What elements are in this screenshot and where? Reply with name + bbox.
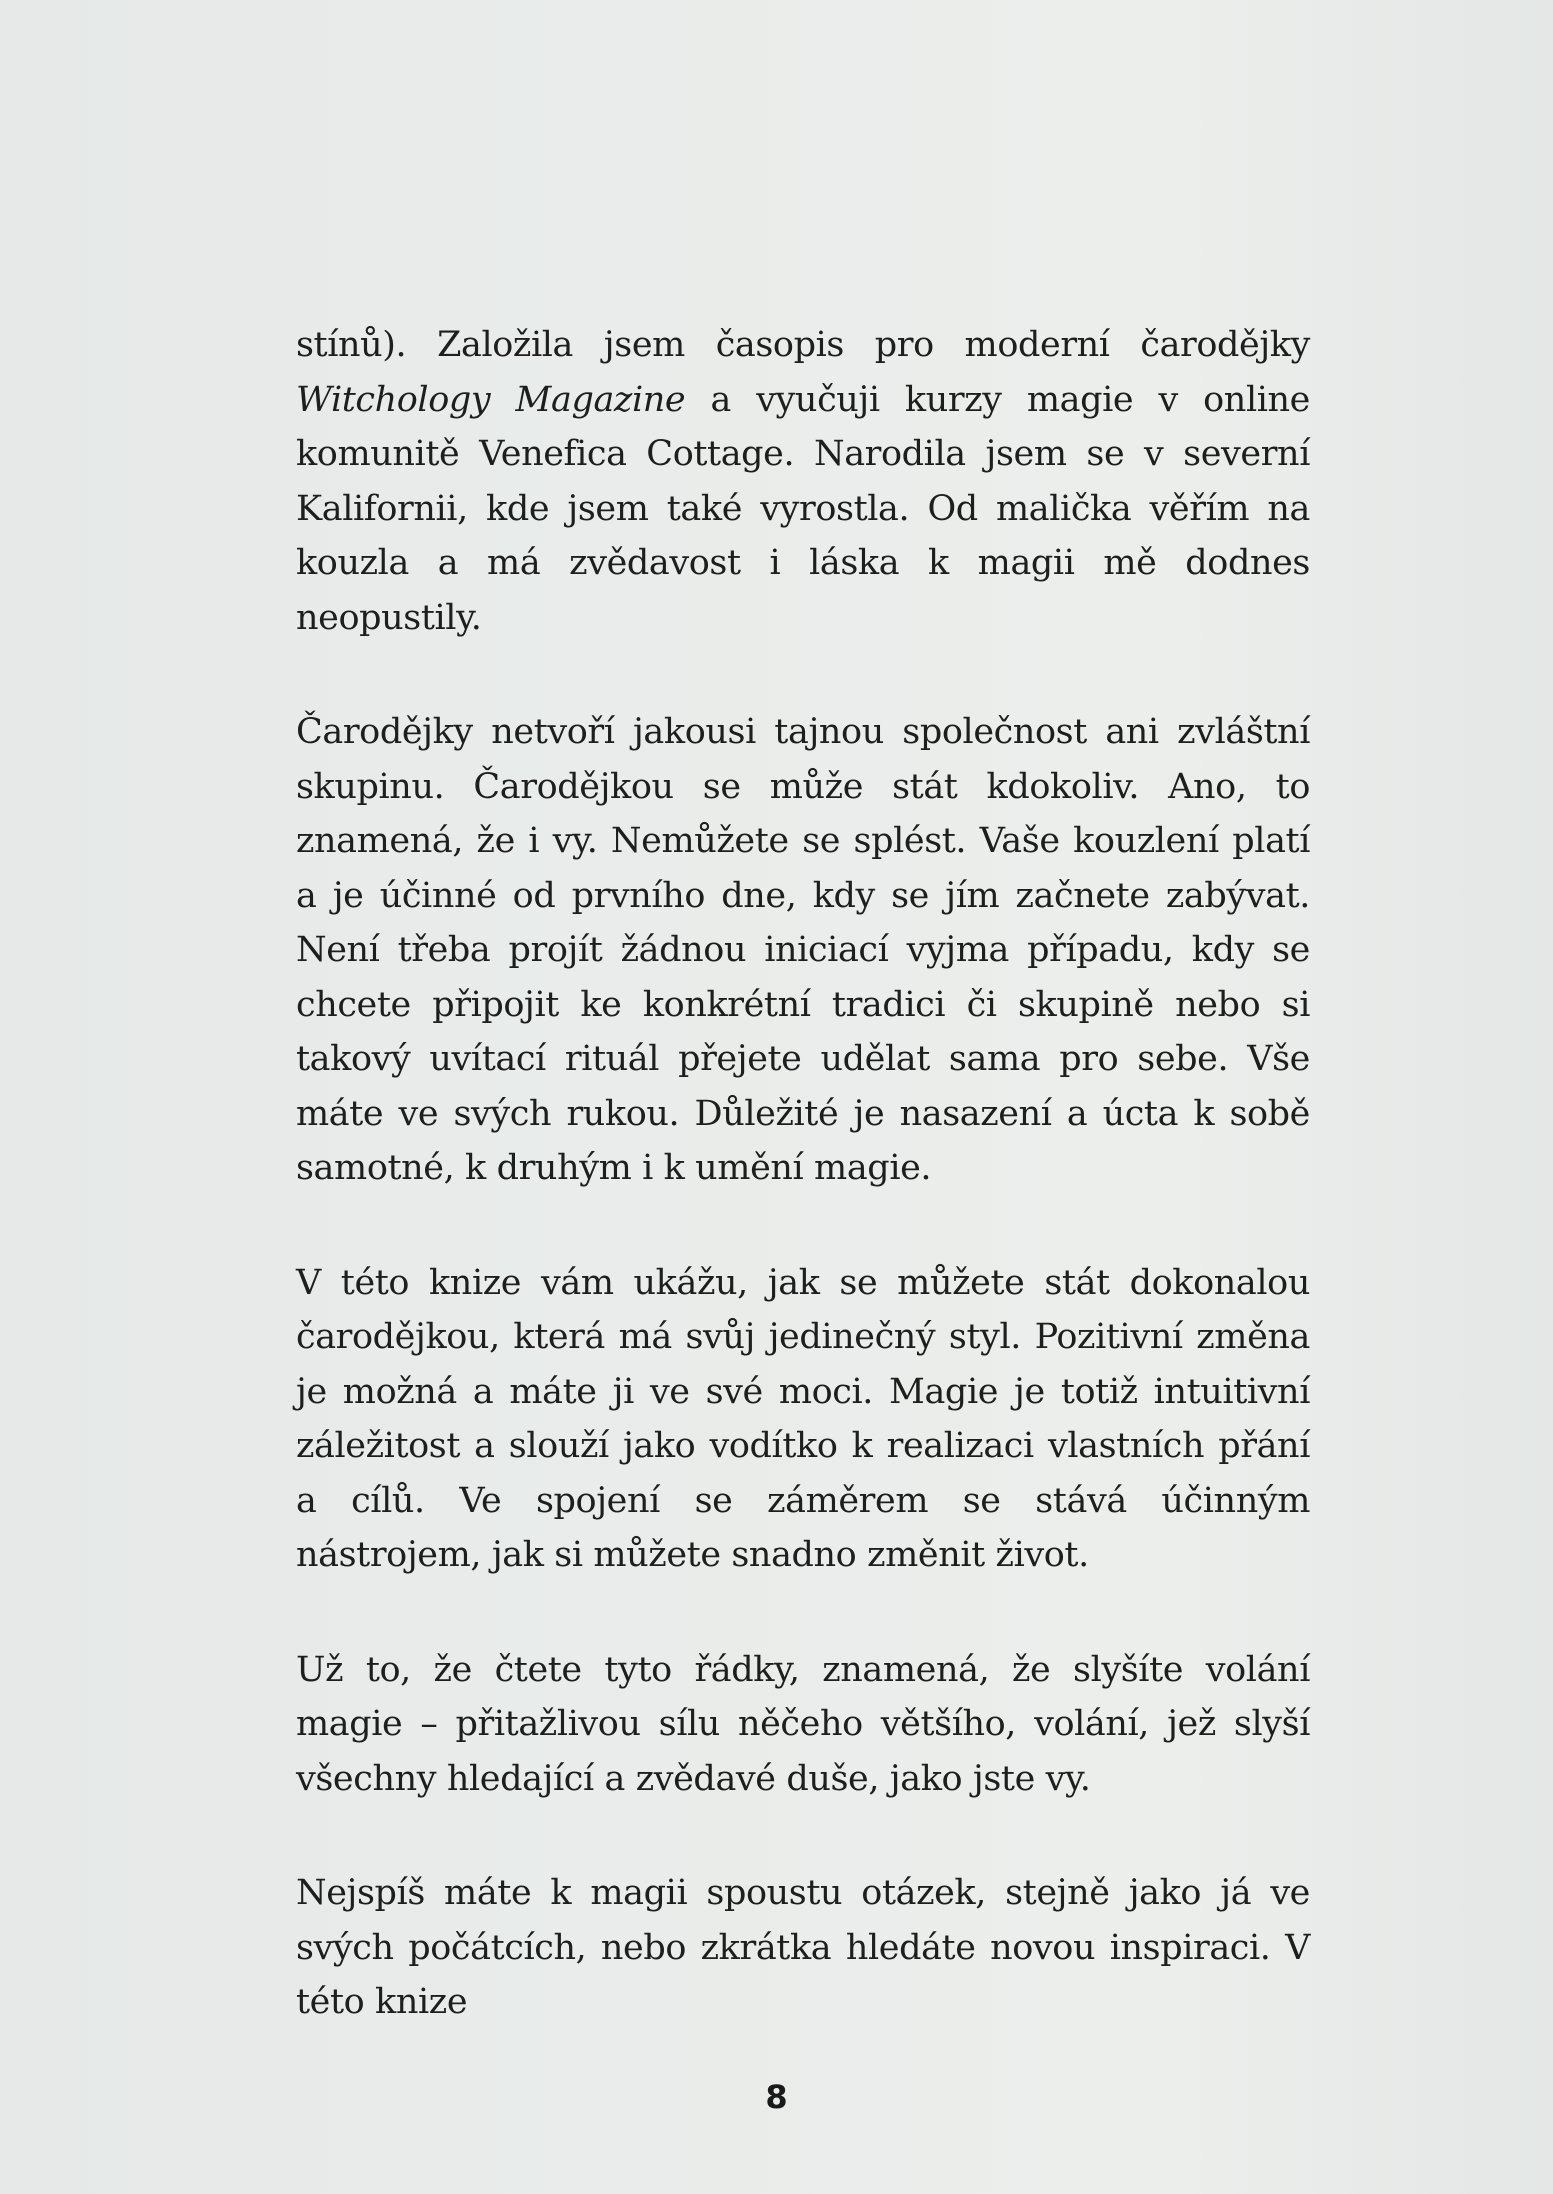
paragraph-3 [296, 1256, 1310, 1583]
paragraph-2 [296, 705, 1310, 1196]
page-number: 8 [765, 2078, 788, 2116]
paragraph-5-text: Nejspíš máte k magii spoustu otázek, stejně jako já ve svých počátcích, nebo zkrátka hledáte novou inspiraci. V této knize [296, 1873, 1310, 2022]
paragraph-1-part-3: a vyučuji kurzy magie v online komunitě Venefica Cottage. Narodila jsem se v severní Kalifornii, kde jsem také vyrostla. Od malička věřím na kouzla a má zvědavost i láska k magii mě dodnes neopustily. [296, 379, 1310, 638]
paragraph-4 [296, 1643, 1310, 1807]
paragraph-3-text: V této knize vám ukážu, jak se můžete stát dokonalou čarodějkou, která má svůj jedinečný styl. Pozitivní změna je možná a máte ji ve své moci. Magie je totiž intuitivní záležitost a slouží jako vodítko k realizaci vlastních přání a cílů. Ve spojení se záměrem se stává účinným nástrojem, jak si můžete snadno změnit život. [296, 1262, 1310, 1575]
paragraph-5 [296, 1866, 1310, 2030]
magazine-title: Witchology Magazine [296, 379, 686, 420]
body-text [296, 318, 1310, 2030]
paragraph-4-text: Už to, že čtete tyto řádky, znamená, že slyšíte volání magie – přitažlivou sílu něčeho většího, volání, jež slyší všechny hledající a zvědavé duše, jako jste vy. [296, 1649, 1310, 1799]
paragraph-1-part-1: stínů). Založila jsem časopis pro moderní čarodějky [296, 325, 1310, 365]
paragraph-1 [296, 318, 1310, 645]
paragraph-2-text: Čarodějky netvoří jakousi tajnou společnost ani zvláštní skupinu. Čarodějkou se může stát kdokoliv. Ano, to znamená, že i vy. Nemůžete se splést. Vaše kouzlení platí a je účinné od prvního dne, kdy se jím začnete zabývat. Není třeba projít žádnou iniciací vyjma případu, kdy se chcete připojit ke konkrétní tradici či skupině nebo si takový uvítací rituál přejete udělat sama pro sebe. Vše máte ve svých rukou. Důležité je nasazení a úcta k sobě samotné, k druhým i k umění magie. [296, 712, 1310, 1188]
